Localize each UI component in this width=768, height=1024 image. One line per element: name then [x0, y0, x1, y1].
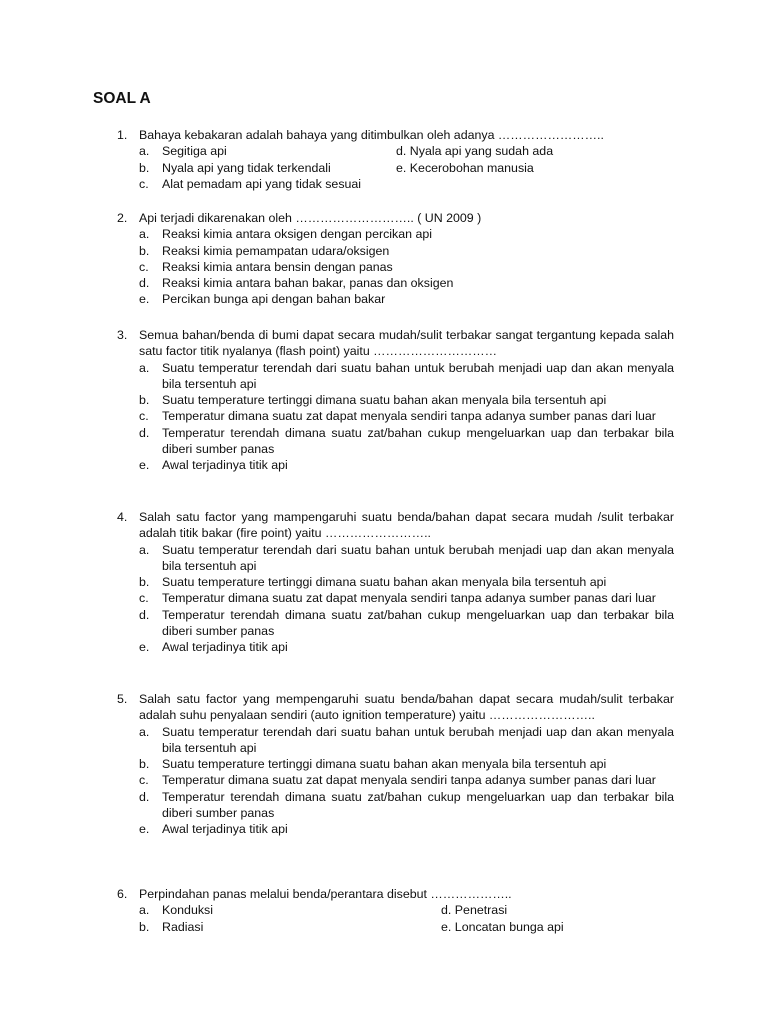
option-text: Suatu temperature tertinggi dimana suatu bahan akan menyala bila tersentuh api: [162, 575, 607, 590]
option-label: a.: [139, 227, 150, 242]
option-d: [139, 425, 674, 458]
option-e: [139, 639, 674, 655]
option-text: Penetrasi: [454, 903, 508, 918]
option-text: Radiasi: [162, 919, 204, 934]
question-text: Bahaya kebakaran adalah bahaya yang ditimbulkan oleh adanya ……………………..: [139, 128, 604, 142]
option-text: Loncatan bunga api: [454, 919, 564, 934]
option-e: [139, 457, 674, 473]
option-label: b.: [139, 757, 150, 772]
option-c: [139, 176, 674, 192]
options-row: [139, 143, 674, 159]
question-5: [117, 691, 674, 838]
question-number: 6.: [117, 887, 128, 901]
option-label: a.: [139, 144, 150, 159]
option-label: c.: [139, 591, 149, 606]
option-text: Suatu temperatur terendah dari suatu bahan untuk berubah menjadi uap dan akan menyala bila tersentuh api: [162, 360, 674, 391]
options-row: [139, 919, 674, 935]
question-1: [117, 127, 674, 192]
question-text: Api terjadi dikarenakan oleh ……………………….. ( UN 2009 ): [139, 211, 482, 225]
option-label: e.: [139, 458, 150, 473]
option-a: [139, 226, 674, 242]
options-row: [139, 160, 674, 176]
option-e: [139, 821, 674, 837]
option-text: Percikan bunga api dengan bahan bakar: [162, 292, 386, 307]
question-text: Salah satu factor yang mempengaruhi suatu benda/bahan dapat secara mudah/sulit terbakar adalah suhu penyalaan sendiri (auto ignition temperature) yaitu ……………………..: [139, 692, 674, 723]
option-text: Suatu temperatur terendah dari suatu bahan untuk berubah menjadi uap dan akan menyala bila tersentuh api: [162, 542, 674, 573]
option-text: Reaksi kimia antara bahan bakar, panas dan oksigen: [162, 276, 454, 291]
option-label: c.: [139, 409, 149, 424]
option-label: d.: [441, 903, 452, 918]
question-text: Salah satu factor yang mampengaruhi suatu benda/bahan dapat secara mudah /sulit terbakar adalah titik bakar (fire point) yaitu ……………………..: [139, 510, 674, 541]
option-d: [139, 789, 674, 822]
option-text: Suatu temperature tertinggi dimana suatu bahan akan menyala bila tersentuh api: [162, 393, 607, 408]
option-text: Awal terjadinya titik api: [162, 640, 288, 655]
option-label: b.: [139, 393, 150, 408]
option-label: d.: [139, 425, 150, 440]
option-label: e.: [139, 640, 150, 655]
page-title: SOAL A: [93, 90, 151, 107]
question-6: [117, 886, 674, 935]
option-a: [139, 360, 674, 393]
question-2: [117, 210, 674, 308]
option-b: [139, 392, 674, 408]
option-label: b.: [139, 243, 150, 258]
option-text: Temperatur terendah dimana suatu zat/bahan cukup mengeluarkan uap dan terbakar bila diberi sumber panas: [162, 607, 674, 639]
option-text: Segitiga api: [162, 144, 227, 159]
option-text: Kecerobohan manusia: [409, 160, 534, 175]
option-a: [139, 542, 674, 575]
option-label: e.: [139, 292, 150, 307]
option-text: Suatu temperature tertinggi dimana suatu bahan akan menyala bila tersentuh api: [162, 757, 607, 772]
option-text: Konduksi: [162, 903, 213, 918]
option-text: Temperatur dimana suatu zat dapat menyala sendiri tanpa adanya sumber panas dari luar: [162, 591, 656, 606]
option-b: [139, 574, 674, 590]
option-b: [139, 756, 674, 772]
option-text: Temperatur terendah dimana suatu zat/bahan cukup mengeluarkan uap dan terbakar bila diberi sumber panas: [162, 425, 674, 457]
question-number: 5.: [117, 692, 128, 706]
option-text: Temperatur terendah dimana suatu zat/bahan cukup mengeluarkan uap dan terbakar bila diberi sumber panas: [162, 789, 674, 821]
option-label: b.: [139, 919, 150, 934]
question-number: 3.: [117, 328, 128, 342]
option-text: Temperatur dimana suatu zat dapat menyala sendiri tanpa adanya sumber panas dari luar: [162, 773, 656, 788]
option-label: d.: [139, 607, 150, 622]
option-label: a.: [139, 542, 150, 557]
option-c: [139, 590, 674, 606]
option-label: a.: [139, 903, 150, 918]
option-label: b.: [139, 160, 150, 175]
option-text: Reaksi kimia antara oksigen dengan percikan api: [162, 227, 432, 242]
option-text: Nyala api yang tidak terkendali: [162, 160, 331, 175]
question-number: 1.: [117, 128, 128, 142]
option-text: Nyala api yang sudah ada: [409, 144, 554, 159]
option-b: [139, 243, 674, 259]
question-text: Perpindahan panas melalui benda/perantara disebut ………………..: [139, 887, 512, 901]
option-label: b.: [139, 575, 150, 590]
option-c: [139, 259, 674, 275]
option-label: e.: [139, 822, 150, 837]
option-d: [139, 607, 674, 640]
option-text: Awal terjadinya titik api: [162, 458, 288, 473]
option-text: Reaksi kimia antara bensin dengan panas: [162, 259, 393, 274]
option-label: c.: [139, 773, 149, 788]
option-text: Reaksi kimia pemampatan udara/oksigen: [162, 243, 390, 258]
question-number: 2.: [117, 211, 128, 225]
question-3: [117, 327, 674, 474]
option-text: Alat pemadam api yang tidak sesuai: [162, 176, 362, 191]
option-text: Suatu temperatur terendah dari suatu bahan untuk berubah menjadi uap dan akan menyala bila tersentuh api: [162, 724, 674, 755]
option-label: e.: [396, 160, 407, 175]
option-text: Temperatur dimana suatu zat dapat menyala sendiri tanpa adanya sumber panas dari luar: [162, 409, 656, 424]
option-e: [139, 291, 674, 307]
option-label: d.: [396, 144, 407, 159]
option-label: a.: [139, 360, 150, 375]
option-label: c.: [139, 176, 149, 191]
option-d: [139, 275, 674, 291]
option-label: d.: [139, 789, 150, 804]
question-text: Semua bahan/benda di bumi dapat secara mudah/sulit terbakar sangat tergantung kepada salah satu factor titik nyalanya (flash point) yaitu …………………………: [139, 328, 674, 359]
question-number: 4.: [117, 510, 128, 524]
option-c: [139, 408, 674, 424]
option-text: Awal terjadinya titik api: [162, 822, 288, 837]
option-c: [139, 772, 674, 788]
option-a: [139, 724, 674, 757]
question-4: [117, 509, 674, 656]
option-label: d.: [139, 276, 150, 291]
option-label: e.: [441, 919, 452, 934]
options-row: [139, 902, 674, 918]
option-label: c.: [139, 259, 149, 274]
option-label: a.: [139, 724, 150, 739]
